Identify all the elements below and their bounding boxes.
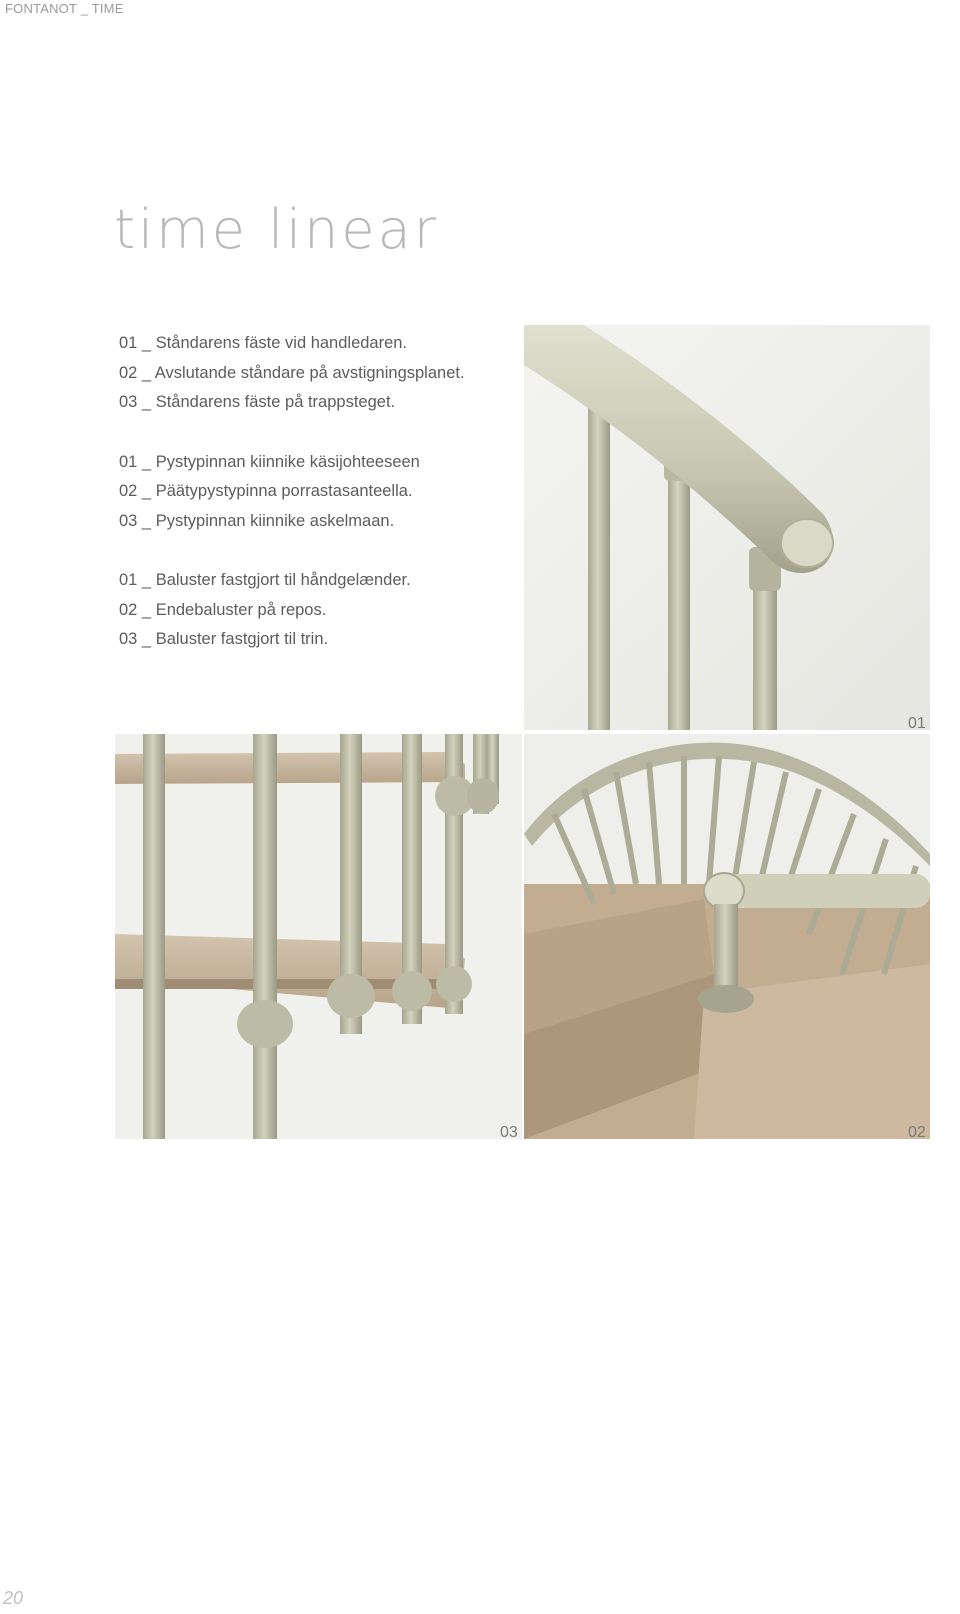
photo-03-tread-balusters xyxy=(115,734,522,1139)
caption-block xyxy=(119,329,465,685)
photo-02-spiral-stair xyxy=(524,734,930,1139)
caption-line: 01 _ Baluster fastgjort til håndgelænder. xyxy=(119,571,411,589)
tread-illustration xyxy=(115,734,522,1139)
photo-01-handrail-balusters xyxy=(524,325,930,730)
caption-line: 02 _ Avslutande ståndare på avstigningsplanet. xyxy=(119,363,465,382)
caption-group-danish xyxy=(119,566,465,655)
caption-line: 03 _ Baluster fastgjort til trin. xyxy=(119,630,329,648)
caption-line: 01 _ Pystypinnan kiinnike käsijohteeseen xyxy=(119,452,420,471)
spiral-stair-illustration xyxy=(524,734,930,1139)
caption-line: 02 _ Endebaluster på repos. xyxy=(119,600,327,619)
caption-line: 03 _ Pystypinnan kiinnike askelmaan. xyxy=(119,511,395,530)
page-title: time linear xyxy=(114,198,439,261)
photo-label-02: 02 xyxy=(908,1124,926,1141)
caption-line: 02 _ Päätypystypinna porrastasanteella. xyxy=(119,482,413,500)
caption-group-finnish xyxy=(119,448,465,537)
caption-group-swedish xyxy=(119,329,465,418)
photo-label-03: 03 xyxy=(500,1124,518,1141)
handrail-illustration xyxy=(524,325,930,730)
photo-label-01: 01 xyxy=(908,715,926,732)
caption-line: 01 _ Ståndarens fäste vid handledaren. xyxy=(119,334,408,352)
page-number: 20 xyxy=(3,1588,24,1608)
running-header: FONTANOT _ TIME xyxy=(5,1,124,16)
caption-line: 03 _ Ståndarens fäste på trappsteget. xyxy=(119,393,396,411)
